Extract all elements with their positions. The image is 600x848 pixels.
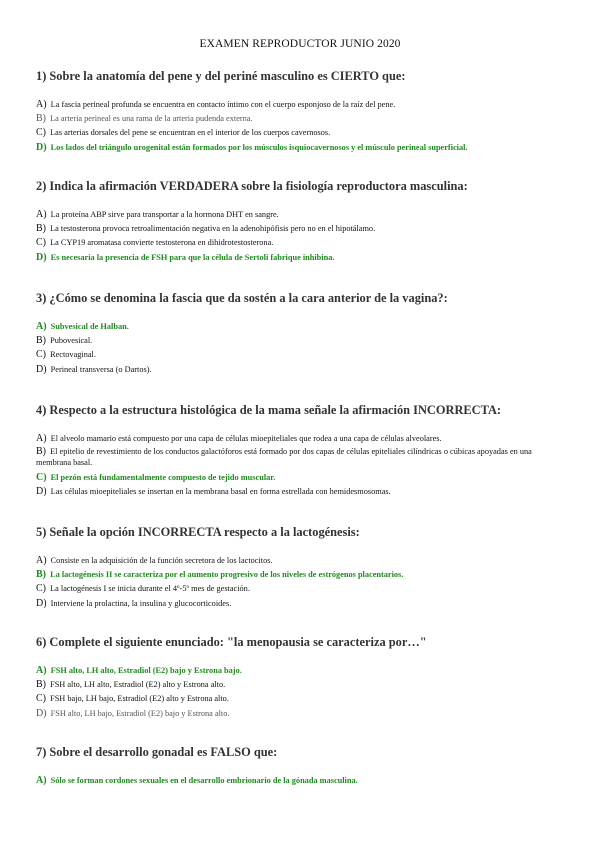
- option-b: B) El epitelio de revestimiento de los conductos galactóforos está formado por dos capas de células epiteliales cilíndricas o cúbicas apoyadas en una membrana basal.: [36, 446, 532, 468]
- option-a: A) La fascia perineal profunda se encuentra en contacto íntimo con el cuerpo esponjoso de la raíz del pene.: [36, 99, 396, 110]
- question-title: 3) ¿Cómo se denomina la fascia que da sostén a la cara anterior de la vagina?:: [36, 291, 448, 305]
- option-b: B) La arteria perineal es una rama de la arteria pudenda externa.: [36, 113, 253, 125]
- question-7: [36, 744, 566, 788]
- option-a: A) La proteína ABP sirve para transportar a la hormona DHT en sangre.: [36, 209, 279, 220]
- question-title: 4) Respecto a la estructura histológica de la mama señale la afirmación INCORRECTA:: [36, 403, 502, 417]
- option-b: B) Pubovesical.: [36, 335, 93, 347]
- question-title: 1) Sobre la anatomía del pene y del periné masculino es CIERTO que:: [36, 69, 406, 83]
- question-1: [36, 68, 566, 155]
- option-d-correct: D) Los lados del triángulo urogenital están formados por los músculos isquiocavernosos y el músculo perineal superficial.: [36, 141, 468, 153]
- question-2: [36, 178, 566, 265]
- option-a: A) Consiste en la adquisición de la función secretora de los lactocitos.: [36, 555, 273, 566]
- question-title: 2) Indica la afirmación VERDADERA sobre la fisiología reproductora masculina:: [36, 179, 468, 193]
- question-4: [36, 402, 566, 500]
- option-d: D) FSH alto, LH bajo, Estradiol (E2) bajo y Estrona alto.: [36, 707, 230, 719]
- option-a: A) El alveolo mamario está compuesto por una capa de células mioepiteliales que rodea a una capa de células alveolares.: [36, 433, 442, 444]
- option-b: B) FSH alto, LH alto, Estradiol (E2) alto y Estrona alto.: [36, 679, 226, 691]
- option-d-correct: D) Es necesaria la presencia de FSH para que la célula de Sertoli fabrique inhibina.: [36, 251, 335, 263]
- question-5: [36, 524, 566, 611]
- option-d: D) Interviene la prolactina, la insulina y glucocorticoides.: [36, 597, 232, 609]
- option-d: D) Perineal transversa (o Dartos).: [36, 363, 152, 375]
- option-c: C) Las arterias dorsales del pene se encuentran en el interior de los cuerpos cavernosos.: [36, 127, 331, 139]
- option-c: C) La lactogénesis I se inicia durante el 4º-5º mes de gestación.: [36, 583, 250, 595]
- option-a-correct: A) Subvesical de Halban.: [36, 321, 129, 332]
- option-a-correct: A) FSH alto, LH alto, Estradiol (E2) bajo y Estrona bajo.: [36, 665, 242, 676]
- question-title: 6) Complete el siguiente enunciado: "la menopausia se caracteriza por…": [36, 635, 427, 649]
- option-b-correct: B) La lactogénesis II se caracteriza por el aumento progresivo de los niveles de estrógenos placentarios.: [36, 569, 404, 581]
- page-title: EXAMEN REPRODUCTOR JUNIO 2020: [199, 38, 401, 50]
- option-c: C) Rectovaginal.: [36, 349, 96, 361]
- option-a-correct: A) Sólo se forman cordones sexuales en el desarrollo embrionario de la gónada masculina.: [36, 775, 358, 786]
- question-title: 5) Señale la opción INCORRECTA respecto a la lactogénesis:: [36, 525, 360, 539]
- question-3: [36, 290, 566, 377]
- option-c-correct: C) El pezón está fundamentalmente compuesto de tejido muscular.: [36, 472, 276, 484]
- question-title: 7) Sobre el desarrollo gonadal es FALSO que:: [36, 745, 278, 759]
- option-b: B) La testosterona provoca retroalimentación negativa en la adenohipófisis pero no en el hipotálamo.: [36, 223, 376, 235]
- option-c: C) La CYP19 aromatasa convierte testosterona en dihidrotestosterona.: [36, 237, 274, 249]
- question-6: [36, 634, 566, 721]
- option-c: C) FSH bajo, LH bajo, Estradiol (E2) alto y Estrona alto.: [36, 693, 229, 705]
- option-d: D) Las células mioepiteliales se insertan en la membrana basal en forma estrellada con hemidesmosomas.: [36, 486, 391, 498]
